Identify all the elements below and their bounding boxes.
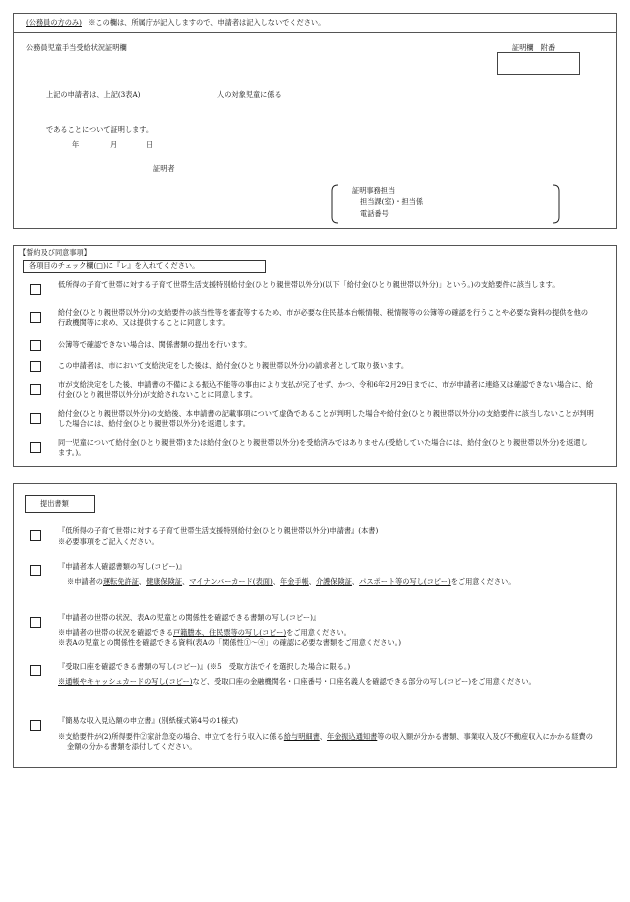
doc-2-sep-3: 、 bbox=[272, 577, 280, 586]
doc-2-id-insurance: 健康保険証 bbox=[146, 577, 183, 586]
doc-1-note: ※必要事項をご記入ください。 bbox=[58, 537, 159, 546]
pledge-item-5: 市が支給決定をした後、申請書の不備による振込不能等の事由により支払が完了せず、かつ、令和6年2月29日までに、市が申請者に連絡又は確認できない場合に、給付金(ひとり親世帯以外分)が支給されないことに同意します。 bbox=[58, 380, 593, 399]
pledge-item-1: 低所得の子育て世帯に対する子育て世帯生活支援特別給付金(ひとり親世帯以外分)(以下「給付金(ひとり親世帯以外分)」という。)の支給要件に該当します。 bbox=[58, 280, 560, 289]
doc-4-passbook: ※通帳やキャッシュカードの写し(コピー) bbox=[58, 677, 193, 686]
pledge-instruction: 各項目のチェック欄(□)に『レ』を入れてください。 bbox=[29, 261, 200, 270]
doc-checkbox-2[interactable] bbox=[30, 565, 41, 576]
public-cert-note: ※この欄は、所属庁が記入しますので、申請者は記入しないでください。 bbox=[88, 18, 326, 27]
doc-3-note-1 bbox=[58, 628, 351, 638]
pledge-item-7: 同一児童について給付金(ひとり親世帯)または給付金(ひとり親世帯以外分)を受給済みではありません(受給していた場合には、給付金(ひとり親世帯以外分)を返還します。)。 bbox=[58, 438, 588, 457]
doc-5-note bbox=[58, 732, 594, 751]
pledge-item-6: 給付金(ひとり親世帯以外分)の支給後、本申請書の記載事項について虚偽であることが判明した場合や給付金(ひとり親世帯以外分)の支給要件に該当しないことが判明した場合には、給付金(ひとり親世帯以外分)を返還します。 bbox=[58, 409, 594, 428]
doc-5-pension-notice: 年金振込通知書 bbox=[326, 732, 378, 741]
doc-checkbox-5[interactable] bbox=[30, 720, 41, 731]
doc-2-note bbox=[67, 577, 594, 587]
doc-3-note-2: ※表Aの児童との関係性を確認できる資料(表Aの「関係性①～④」の確認に必要な書類をご用意ください。) bbox=[58, 638, 402, 647]
doc-2-sep-4: 、 bbox=[308, 577, 316, 586]
doc-3-note-1-post: をご用意ください。 bbox=[286, 628, 351, 637]
cert-date-day: 日 bbox=[146, 140, 154, 149]
pledge-checkbox-1[interactable] bbox=[30, 284, 41, 295]
cert-number-label: 証明欄 附番 bbox=[512, 43, 556, 52]
doc-4-title: 『受取口座を確認できる書類の写し(コピー)』(※5 受取方法でイを選択した場合に限る。) bbox=[58, 662, 351, 671]
doc-2-sep-1: 、 bbox=[138, 577, 147, 586]
doc-2-title: 『申請者本人確認書類の写し(コピー)』 bbox=[58, 562, 186, 571]
doc-3-title: 『申請者の世帯の状況、表Aの児童との関係性を確認できる書類の写し(コピー)』 bbox=[58, 613, 321, 622]
pledge-checkbox-3[interactable] bbox=[30, 340, 41, 351]
doc-5-note-post: 等の収入額が分かる書類、事業収入及び不動産収入にかかる経費の金額の分かる書類を添付してください。 bbox=[67, 732, 593, 751]
cert-line1-b: 人の対象児童に係る bbox=[217, 90, 282, 99]
pledge-checkbox-2[interactable] bbox=[30, 312, 41, 323]
doc-5-payslip: 給与明細書 bbox=[283, 732, 320, 741]
doc-5-sep: 、 bbox=[319, 732, 327, 741]
pledge-section bbox=[13, 245, 617, 467]
certifier-label: 証明者 bbox=[153, 164, 175, 173]
pledge-checkbox-7[interactable] bbox=[30, 442, 41, 453]
doc-checkbox-3[interactable] bbox=[30, 617, 41, 628]
public-cert-title: 公務員児童手当受給状況証明欄 bbox=[26, 43, 127, 52]
contact-line-1: 証明事務担当 bbox=[352, 186, 396, 195]
public-cert-header-divider bbox=[13, 32, 617, 33]
cert-date-month: 月 bbox=[110, 140, 118, 149]
cert-date-year: 年 bbox=[72, 140, 80, 149]
doc-3-note-1-pre: ※申請者の世帯の状況を確認できる bbox=[58, 628, 174, 637]
doc-5-note-pre: ※支給要件が(2)所得要件②家計急変の場合、申立てを行う収入に係る bbox=[58, 732, 284, 741]
contact-line-2: 担当課(室)・担当係 bbox=[360, 197, 424, 206]
doc-2-id-care: 介護保険証 bbox=[315, 577, 352, 586]
cert-line1-a: 上記の申請者は、上記(3表A) bbox=[46, 90, 141, 99]
pledge-item-2: 給付金(ひとり親世帯以外分)の支給要件の該当性等を審査等するため、市が必要な住民基本台帳情報、税情報等の公簿等の確認を行うことや必要な資料の提供を他の行政機関等に求め、又は提供することに同意します。 bbox=[58, 308, 589, 327]
doc-2-id-pension: 年金手帳 bbox=[280, 577, 309, 586]
doc-2-id-license: 運転免許証 bbox=[102, 577, 139, 586]
doc-3-family-register: 戸籍謄本、住民票等の写し(コピー) bbox=[173, 628, 287, 637]
doc-2-sep-5: 、 bbox=[351, 577, 360, 586]
doc-2-id-passport: パスポート等の写し(コピー) bbox=[359, 577, 451, 586]
pledge-checkbox-4[interactable] bbox=[30, 361, 41, 372]
cert-line2: であることについて証明します。 bbox=[46, 125, 154, 134]
doc-2-sep-2: 、 bbox=[182, 577, 190, 586]
doc-2-note-pre: ※申請者の bbox=[67, 577, 103, 586]
doc-checkbox-4[interactable] bbox=[30, 665, 41, 676]
doc-4-note bbox=[58, 677, 594, 687]
pledge-title: 【誓約及び同意事項】 bbox=[19, 248, 91, 257]
doc-2-id-mynumber: マイナンバーカード(表面) bbox=[189, 577, 273, 586]
doc-4-note-post: など、受取口座の金融機関名・口座番号・口座名義人を確認できる部分の写し(コピー)をご用意ください。 bbox=[192, 677, 536, 686]
cert-number-field[interactable] bbox=[497, 52, 580, 75]
doc-5-title: 『簡易な収入見込額の申立書』(別紙様式第4号の1様式) bbox=[58, 716, 239, 725]
contact-line-3: 電話番号 bbox=[360, 209, 389, 218]
public-cert-header bbox=[26, 18, 325, 28]
doc-checkbox-1[interactable] bbox=[30, 530, 41, 541]
doc-1-title: 『低所得の子育て世帯に対する子育て世帯生活支援特別給付金(ひとり親世帯以外分)申請書』(本書) bbox=[58, 526, 379, 535]
pledge-item-4: この申請者は、市において支給決定をした後は、給付金(ひとり親世帯以外分)の請求者として取り扱います。 bbox=[58, 361, 409, 370]
doc-2-note-post: をご用意ください。 bbox=[450, 577, 516, 586]
pledge-checkbox-6[interactable] bbox=[30, 413, 41, 424]
public-only-label: (公務員の方のみ) bbox=[26, 18, 82, 27]
pledge-item-3: 公簿等で確認できない場合は、関係書類の提出を行います。 bbox=[58, 340, 252, 349]
documents-title: 提出書類 bbox=[40, 499, 69, 508]
pledge-checkbox-5[interactable] bbox=[30, 384, 41, 395]
